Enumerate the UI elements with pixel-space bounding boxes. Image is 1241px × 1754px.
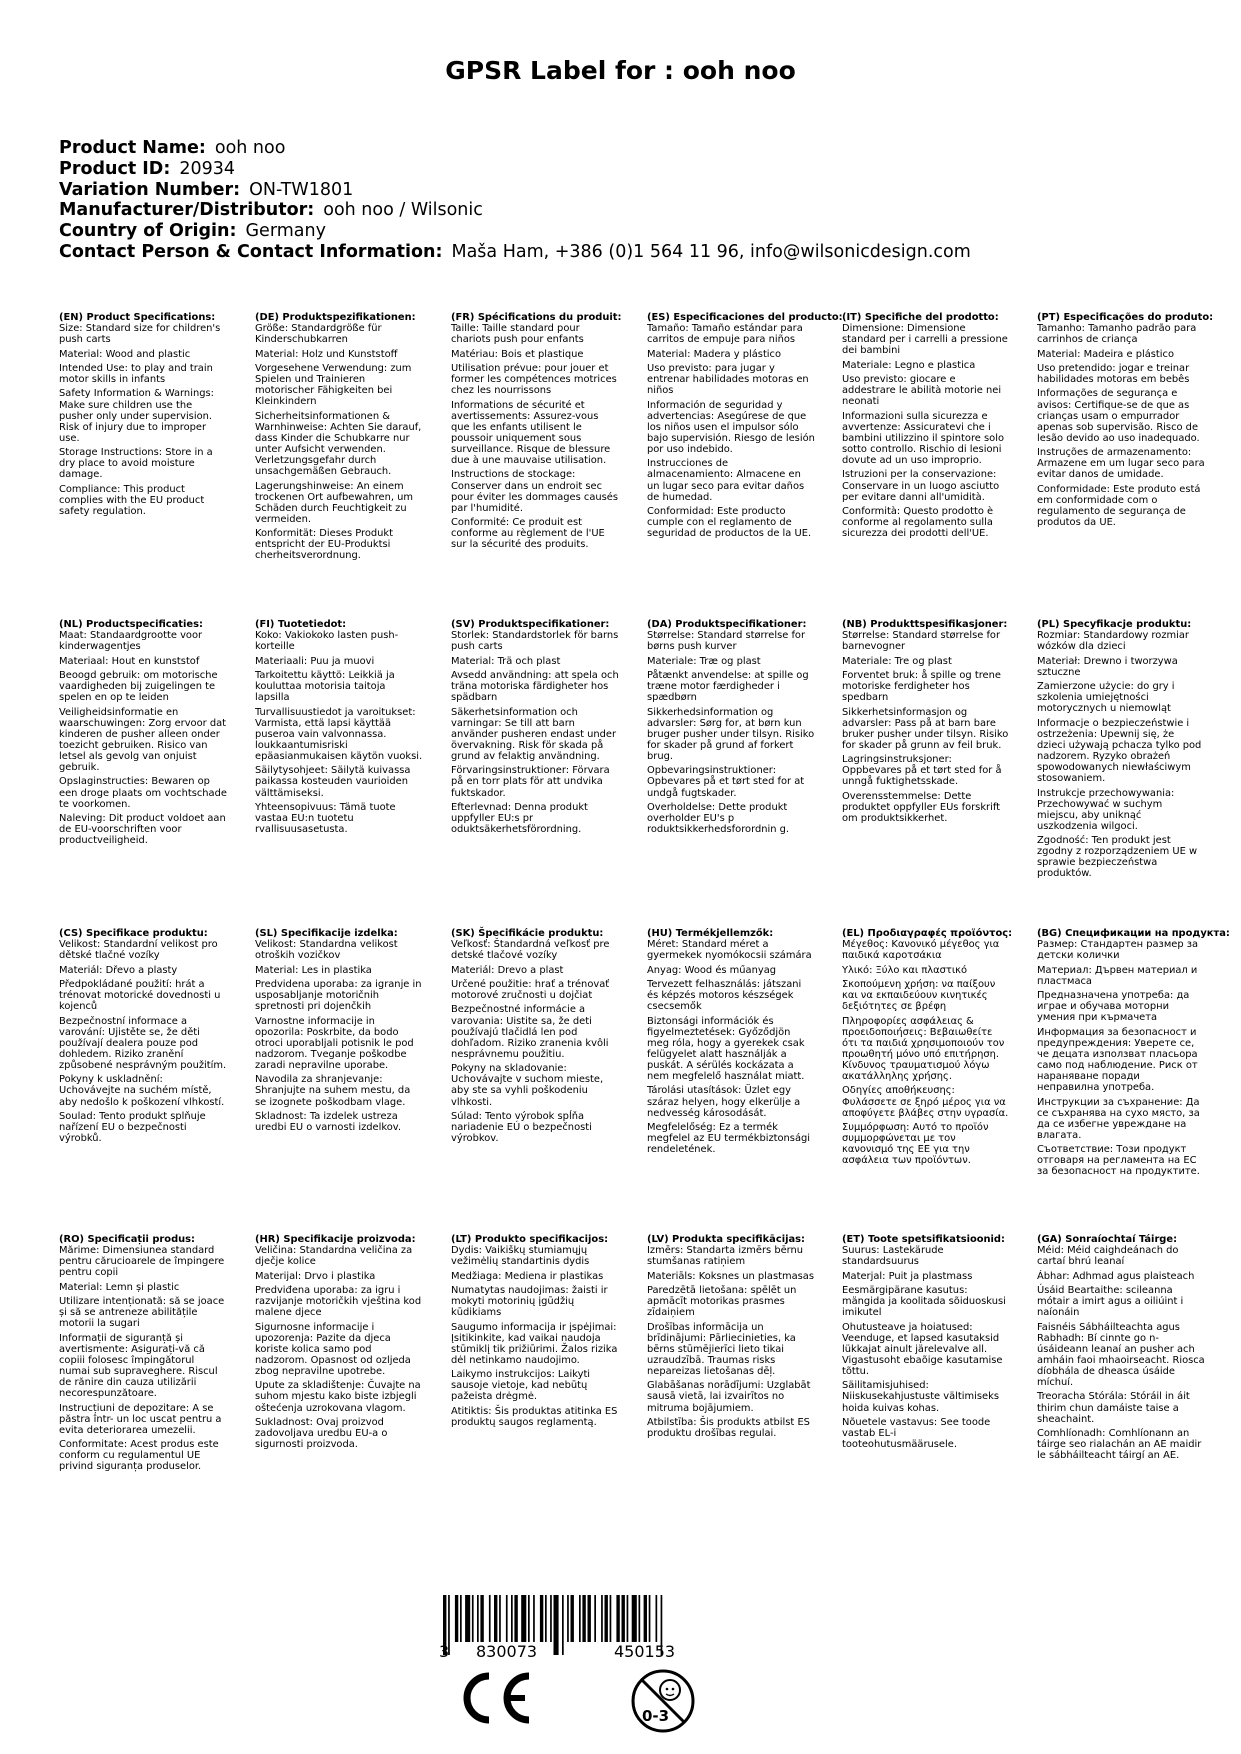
spec-text: Matériau: Bois et plastique: [451, 348, 584, 360]
spec-text: Uso pretendido: jogar e treinar habilidades motoras em bebês: [1037, 362, 1190, 386]
barcode-bar: [639, 1595, 641, 1642]
info-row: [59, 180, 971, 201]
spec-text: Tárolási utasítások: Üzlet egy száraz helyen, hogy elkerülje a nedvesség károsodását.: [647, 1085, 801, 1119]
barcode-bar: [521, 1595, 526, 1642]
spec-text: Säilitamisjuhised: Niiskusekahjustuste vältimiseks hoida kuivas kohas.: [842, 1380, 999, 1414]
spec-text: Vorgesehene Verwendung: zum Spielen und Trainieren motorischer Fähigkeiten bei Kleinkindern: [255, 362, 412, 408]
spec-heading: (SV) Produktspecifikationer:: [451, 619, 610, 630]
spec-block: [59, 928, 227, 1147]
spec-text: Материал: Дървен материал и пластмаса: [1037, 964, 1198, 987]
spec-text: Conformidade: Este produto está em conformidade com o regulamento de segurança de produtos da UE.: [1037, 483, 1201, 529]
info-label: Product Name:: [59, 138, 206, 158]
spec-heading: (EL) Προδιαγραφές προϊόντος:: [842, 928, 1013, 939]
spec-text: Utilisation prévue: pour jouer et former les compétences motrices chez les nourrissons: [451, 362, 617, 397]
spec-text: Treoracha Stórála: Stóráil in áit thirim chun damáiste taise a sheachaint.: [1037, 1391, 1190, 1425]
spec-text: Varnostne informacije in opozorila: Poskrbite, da bodo otroci uporabljali potisnik le pod nadzorom. Tveganje poškodbe zaradi nepravilne uporabe.: [255, 1015, 414, 1071]
spec-text: Sigurnosne informacije i upozorenja: Pazite da djeca koriste kolica samo pod nadzorom. Opasnost od ozljeda zbog nepravilne upotrebe.: [255, 1321, 411, 1377]
spec-text: Tarkoitettu käyttö: Leikkiä ja kouluttaa motorisia taitoja lapsilla: [255, 669, 395, 704]
spec-text: Materiál: Dřevo a plasty: [59, 964, 178, 976]
spec-block: [842, 928, 1013, 1170]
barcode-bar: [455, 1595, 458, 1642]
spec-text: Material: Trä och plast: [451, 655, 561, 667]
barcode-bar: [582, 1595, 585, 1642]
spec-text: Съответствие: Този продукт отговаря на регламента на ЕС за безопасност на продуктите.: [1037, 1144, 1200, 1178]
spec-text: Materiale: Legno e plastica: [842, 359, 976, 371]
spec-text: Suurus: Lastekärude standardsuurus: [842, 1245, 944, 1268]
barcode-bar: [511, 1595, 513, 1642]
spec-heading: (IT) Specifiche del prodotto:: [842, 312, 999, 323]
spec-text: Tamanho: Tamanho padrão para carrinhos de criança: [1037, 323, 1197, 346]
spec-text: Navodila za shranjevanje: Shranjujte na suhem mestu, da se izognete poškodbam vlage.: [255, 1074, 411, 1108]
spec-text: Sikkerhedsinformation og advarsler: Sørg for, at børn kun bruger pusher under tilsyn. Risiko for skader på grund af forkert brug.: [647, 706, 815, 762]
spec-text: Veličina: Standardna veličina za dječje kolice: [255, 1245, 413, 1268]
spec-text: Efterlevnad: Denna produkt uppfyller EU:s pr oduktsäkerhetsförordning.: [451, 801, 588, 836]
barcode-bar: [649, 1595, 651, 1642]
spec-heading: (RO) Specificații produs:: [59, 1234, 195, 1245]
barcode-digit-first: 3: [439, 1642, 450, 1661]
barcode-bar: [601, 1595, 603, 1642]
barcode-bar: [588, 1595, 591, 1642]
spec-text: Overholdelse: Dette produkt overholder EU's p roduktsikkerhedsforordnin g.: [647, 801, 790, 836]
spec-heading: (ET) Toote spetsifikatsioonid:: [842, 1234, 1005, 1245]
barcode-bar: [656, 1595, 658, 1642]
spec-text: Размер: Стандартен размер за детски колички: [1037, 939, 1199, 962]
spec-block: [255, 619, 423, 838]
spec-text: Ábhar: Adhmad agus plaisteach: [1037, 1270, 1195, 1282]
spec-text: Informazioni sulla sicurezza e avvertenze: Assicuratevi che i bambini utilizzino il spintore solo sotto controllo. Rischio di lesioni dovute ad un uso improprio.: [842, 410, 1004, 467]
info-row: [59, 221, 971, 242]
barcode-bar: [540, 1595, 543, 1642]
page-title: GPSR Label for : ooh noo: [445, 56, 796, 85]
spec-text: Material: Wood and plastic: [59, 348, 191, 360]
spec-text: Material: Lemn și plastic: [59, 1281, 180, 1293]
spec-text: Οδηγίες αποθήκευσης: Φυλάσσετε σε ξηρό μέρος για να αποφύγετε βλάβες στην υγρασία.: [842, 1085, 1009, 1119]
spec-text: Anyag: Wood és műanyag: [647, 964, 777, 976]
spec-block: [255, 1234, 423, 1453]
spec-text: Maat: Standaardgrootte voor kinderwagentjes: [59, 630, 203, 653]
product-info: [59, 138, 971, 263]
spec-text: Utilizare intenționată: să se joace și să se antreneze abilitățile motorii la sugari: [59, 1296, 225, 1330]
info-value: ooh noo: [214, 138, 286, 158]
spec-text: Safety Information & Warnings: Make sure children use the pusher only under supervision. Risk of injury due to improper use.: [59, 388, 214, 444]
info-value: Germany: [245, 221, 326, 242]
spec-text: Velikost: Standardní velikost pro dětské tlačné vozíky: [59, 939, 218, 962]
spec-text: Koko: Vakiokoko lasten push-korteille: [255, 630, 399, 653]
spec-block: [1037, 312, 1214, 531]
barcode-bar: [528, 1595, 530, 1642]
spec-text: Zamierzone użycie: do gry i szkolenia umiejętności motorycznych u niemowląt: [1037, 681, 1175, 715]
spec-text: Opbevaringsinstruktioner: Opbevares på et tørt sted for at undgå fugtskader.: [647, 765, 805, 799]
barcode-bar: [610, 1595, 612, 1642]
spec-text: Compliance: This product complies with the EU product safety regulation.: [59, 483, 205, 517]
barcode-bar: [545, 1595, 547, 1642]
spec-text: Určené použitie: hrať a trénovať motorové zručnosti u dojčiat: [451, 978, 610, 1002]
spec-text: Säkerhetsinformation och varningar: Se till att barn använder pusheren endast under övervakning. Risk för skada på grund av felaktig användning.: [451, 706, 617, 762]
spec-text: Size: Standard size for children's push carts: [59, 323, 221, 346]
barcode-bar: [472, 1595, 474, 1642]
spec-heading: (GA) Sonraíochtaí Táirge:: [1037, 1234, 1178, 1245]
spec-text: Materiāls: Koksnes un plastmasas: [647, 1270, 814, 1282]
spec-text: Säilytysohjeet: Säilytä kuivassa paikassa kosteuden vaurioiden välttämiseksi.: [255, 765, 411, 799]
spec-text: Μέγεθος: Κανονικό μέγεθος για παιδικά καροτσάκια: [842, 939, 1000, 962]
spec-text: Υλικό: Ξύλο και πλαστικό: [842, 964, 968, 976]
spec-block: [1037, 1234, 1205, 1465]
spec-heading: (FI) Tuotetiedot:: [255, 619, 347, 630]
spec-heading: (SK) Špecifikácie produktu:: [451, 928, 604, 939]
spec-text: Informações de segurança e avisos: Certifique-se de que as crianças usam o empurrador apenas sob supervisão. Risco de lesão devido ao uso inadequado.: [1037, 388, 1200, 444]
spec-block: [451, 312, 622, 554]
spec-text: Overensstemmelse: Dette produktet oppfyller EUs forskrift om produktsikkerhet.: [842, 790, 1001, 824]
barcode-bar: [644, 1595, 647, 1642]
spec-text: Информация за безопасност и предупреждения: Уверете се, че децата използват пласьора само под наблюдение. Риск от нараняване поради неправилна употреба.: [1037, 1026, 1198, 1094]
barcode-bar: [605, 1595, 608, 1642]
spec-text: Σκοπούμενη χρήση: να παίξουν και να εκπαιδεύουν κινητικές δεξιότητες σε βρέφη: [842, 978, 996, 1013]
spec-text: Istruzioni per la conservazione: Conservare in un luogo asciutto per evitare danni all'umidità.: [842, 469, 1000, 503]
spec-heading: (DE) Produktspezifikationen:: [255, 312, 416, 323]
spec-text: Förvaringsinstruktioner: Förvara på en torr plats för att undvika fuktskador.: [451, 765, 610, 799]
spec-text: Eesmärgipärane kasutus: mängida ja koolitada sõiduoskusi imikutel: [842, 1284, 1006, 1319]
spec-text: Ohutusteave ja hoiatused: Veenduge, et lapsed kasutaksid lükkajat ainult järelevalve all. Vigastusoht ebaõige kasutamise tõttu.: [842, 1321, 1003, 1377]
spec-text: Materiaal: Hout en kunststof: [59, 655, 200, 667]
spec-text: Skladnost: Ta izdelek ustreza uredbi EU o varnosti izdelkov.: [255, 1110, 402, 1133]
spec-text: Veiligheidsinformatie en waarschuwingen: Zorg ervoor dat kinderen de pusher alleen onder toezicht gebruiken. Risico van letsel als gevolg van onjuist gebruik.: [59, 706, 227, 774]
spec-text: Méret: Standard méret a gyermekek nyomókocsii számára: [647, 939, 812, 962]
spec-text: Méid: Méid caighdeánach do cartaí bhrú leanaí: [1037, 1245, 1179, 1268]
barcode-bar: [627, 1595, 629, 1642]
info-label: Manufacturer/Distributor:: [59, 200, 315, 221]
barcode-bar: [477, 1595, 479, 1642]
barcode-bar: [616, 1595, 619, 1642]
spec-block: [647, 619, 815, 838]
spec-text: Material: Les in plastika: [255, 964, 372, 976]
spec-text: Instruções de armazenamento: Armazene em um lugar seco para evitar danos de umidade.: [1037, 447, 1205, 481]
info-label: Contact Person & Contact Information:: [59, 241, 443, 262]
spec-block: [647, 1234, 815, 1442]
spec-block: [451, 1234, 619, 1431]
barcode-bar: [567, 1595, 569, 1642]
spec-text: Materiaali: Puu ja muovi: [255, 655, 375, 667]
spec-text: Instrucțiuni de depozitare: A se păstra într- un loc uscat pentru a evita deteriorarea umezelii.: [59, 1402, 222, 1436]
spec-heading: (FR) Spécifications du produit:: [451, 312, 622, 323]
info-row: [59, 138, 971, 159]
spec-text: Informații de siguranță și avertismente: Asigurați-vă că copiii folosesc împingătorul numai sub supraveghere. Riscul de rănire din cauza utilizării necorespunzătoare.: [59, 1332, 218, 1400]
barcode-bar: [554, 1595, 559, 1655]
spec-text: Dimensione: Dimensione standard per i carrelli a pressione dei bambini: [842, 323, 1008, 357]
barcode-bar: [632, 1595, 637, 1642]
spec-block: [1037, 928, 1230, 1181]
barcode-bar: [460, 1595, 462, 1642]
spec-heading: (ES) Especificaciones del producto:: [647, 312, 843, 323]
spec-text: Sicherheitsinformationen & Warnhinweise: Achten Sie darauf, dass Kinder die Schubkarre nur unter Aufsicht verwenden. Verletzungsgefahr durch unsachgemäßen Gebrauch.: [255, 410, 422, 478]
spec-text: Lagerungshinweise: An einem trockenen Ort aufbewahren, um Schäden durch Feuchtigkeit zu vermeiden.: [255, 480, 414, 525]
spec-text: Größe: Standardgröße für Kinderschubkarren: [255, 323, 382, 346]
spec-text: Conformité: Ce produit est conforme au règlement de l'UE sur la sécurité des produits.: [451, 517, 605, 551]
spec-text: Conformitate: Acest produs este conform cu regulamentul UE privind siguranța produselor.: [59, 1439, 219, 1473]
spec-heading: (CS) Specifikace produktu:: [59, 928, 208, 939]
spec-text: Nõuetele vastavus: See toode vastab EL-i tooteohutusmäärusele.: [842, 1416, 991, 1451]
spec-heading: (HR) Specifikacije proizvoda:: [255, 1234, 416, 1245]
specifications-grid: [59, 312, 1241, 1542]
spec-text: Material: Madeira e plástico: [1037, 348, 1175, 360]
spec-text: Numatytas naudojimas: žaisti ir mokyti motorinių įgūdžių kūdikiams: [451, 1284, 608, 1319]
spec-heading: (EN) Product Specifications:: [59, 312, 216, 323]
spec-text: Storlek: Standardstorlek för barns push carts: [451, 630, 619, 653]
spec-text: Dydis: Vaikiškų stumiamųjų vežimėlių standartinis dydis: [451, 1245, 590, 1268]
barcode-bar: [579, 1595, 581, 1642]
barcode-bar: [514, 1595, 517, 1642]
spec-text: Paredzētā lietošana: spēlēt un apmācīt motorikas prasmes zīdaiņiem: [647, 1284, 797, 1319]
svg-text:0-3: 0-3: [642, 1707, 670, 1725]
spec-text: Comhlíonadh: Comhlíonann an táirge seo rialachán an AE maidir le sábháilteacht táirgí an AE.: [1037, 1427, 1202, 1462]
spec-text: Materiale: Tre og plast: [842, 655, 952, 667]
spec-block: [451, 619, 619, 838]
spec-heading: (LT) Produkto specifikacijos:: [451, 1234, 609, 1245]
spec-text: Materiale: Træ og plast: [647, 655, 761, 667]
spec-text: Mărime: Dimensiunea standard pentru cărucioarele de împingere pentru copii: [59, 1245, 225, 1279]
info-value: ooh noo / Wilsonic: [323, 200, 483, 221]
spec-text: Conformità: Questo prodotto è conforme al regolamento sulla sicurezza dei prodotti dell'UE.: [842, 505, 994, 540]
spec-block: [255, 928, 423, 1136]
spec-text: Opslaginstructies: Bewaren op een droge plaats om vochtschade te voorkomen.: [59, 776, 227, 810]
spec-text: Sukladnost: Ovaj proizvod zadovoljava uredbu EU-a o sigurnosti proizvoda.: [255, 1416, 388, 1451]
spec-block: [842, 1234, 1010, 1453]
spec-text: Conformidad: Este producto cumple con el reglamento de seguridad de productos de la UE.: [647, 505, 812, 540]
info-label: Country of Origin:: [59, 221, 237, 242]
barcode-bar: [571, 1595, 574, 1642]
spec-text: Συμμόρφωση: Αυτό το προϊόν συμμορφώνεται με τον κανονισμό της ΕΕ για την ασφάλεια των προϊόντων.: [842, 1121, 989, 1167]
spec-text: Upute za skladištenje: Čuvajte na suhom mjestu kako biste izbjegli oštećenja uzrokovana vlagom.: [255, 1380, 421, 1414]
spec-text: Izmērs: Standarta izmērs bērnu stumšanas ratiņiem: [647, 1245, 804, 1268]
spec-block: [647, 312, 843, 543]
spec-text: Pokyny k uskladnění: Uchovávejte na suchém místě, aby nedošlo k poškození vlhkostí.: [59, 1074, 225, 1108]
info-label: Variation Number:: [59, 179, 241, 200]
spec-heading: (HU) Termékjellemzők:: [647, 928, 774, 939]
spec-text: Инструкции за съхранение: Да се съхранява на сухо място, за да се избегне увреждане на влагата.: [1037, 1096, 1200, 1141]
spec-text: Medžiaga: Mediena ir plastikas: [451, 1270, 604, 1282]
spec-text: Uso previsto: giocare e addestrare le abilità motorie nei neonati: [842, 374, 1002, 408]
barcode-digits-right: 450153: [614, 1642, 676, 1661]
spec-text: Turvallisuustiedot ja varoitukset: Varmista, että lapsi käyttää puseroa vain valvonnassa. loukkaantumisriski epäasianmukaisen käytön vuoksi.: [255, 706, 423, 762]
spec-text: Zgodność: Ten produkt jest zgodny z rozporządzeniem UE w sprawie bezpieczeństwa produktów.: [1037, 835, 1198, 880]
spec-text: Предназначена употреба: да играе и обучава моторни умения при кърмачета: [1037, 990, 1190, 1024]
spec-text: Soulad: Tento produkt splňuje nařízení EU o bezpečnosti výrobků.: [59, 1110, 206, 1145]
spec-text: Instrukcje przechowywania: Przechowywać w suchym miejscu, aby uniknąć uszkodzenia wilgoci.: [1037, 787, 1175, 832]
spec-text: Biztonsági információk és figyelmeztetések: Győződjön meg róla, hogy a gyerekek csak felügyelet alatt használják a puskát. A sérülés kockázata a nem megfelelő használat miatt.: [647, 1015, 805, 1083]
info-label: Product ID:: [59, 158, 171, 179]
info-value[interactable]: Maša Ham, +386 (0)1 564 11 96, info@wilsonicdesign.com: [451, 241, 971, 262]
spec-block: [59, 312, 227, 520]
spec-text: Instructions de stockage: Conserver dans un endroit sec pour éviter les dommages causés par l'humidité.: [451, 469, 619, 514]
spec-text: Rozmiar: Standardowy rozmiar wózków dla dzieci: [1037, 630, 1189, 653]
spec-text: Predviđena uporaba: za igru i razvijanje motoričkih vještina kod malene djece: [255, 1284, 422, 1319]
barcode-bar: [489, 1595, 491, 1642]
spec-text: Pokyny na skladovanie: Uchovávajte v suchom mieste, aby ste sa vyhli poškodeniu vlhkosti.: [451, 1063, 604, 1108]
barcode-bar: [465, 1595, 470, 1642]
info-row: [59, 242, 971, 263]
spec-text: Beoogd gebruik: om motorische vaardigheden bij zuigelingen te spelen en op te leiden: [59, 669, 218, 704]
spec-text: Πληροφορίες ασφάλειας & προειδοποιήσεις: Βεβαιωθείτε ότι τα παιδιά χρησιμοποιούν τον προωθητή μόνο υπό επιτήρηση. Κίνδυνος τραυματισμού λόγω ακατάλληλης χρήσης.: [842, 1015, 1005, 1083]
barcode-bar: [594, 1595, 596, 1642]
spec-heading: (NB) Produkttspesifikasjoner:: [842, 619, 1008, 630]
spec-block: [451, 928, 619, 1147]
spec-text: Påtænkt anvendelse: at spille og træne motor færdigheder i spædbørn: [647, 669, 809, 704]
barcode-bar: [562, 1595, 564, 1655]
spec-text: Glabāšanas norādījumi: Uzglabāt sausā vietā, lai izvairītos no mitruma bojājumiem.: [647, 1380, 811, 1414]
spec-text: Materjal: Puit ja plastmass: [842, 1270, 973, 1282]
spec-text: Informations de sécurité et avertissements: Assurez-vous que les enfants utilisent le poussoir uniquement sous surveillance. Risque de blessure due à une mauvaise utilisation.: [451, 399, 611, 467]
spec-heading: (SL) Specifikacije izdelka:: [255, 928, 398, 939]
spec-text: Størrelse: Standard størrelse for barnevogner: [842, 630, 1001, 653]
ce-mark-icon: [455, 1668, 535, 1728]
spec-text: Materiál: Drevo a plast: [451, 964, 564, 976]
spec-text: Atbilstība: Šis produkts atbilst ES produktu drošības regulai.: [647, 1416, 810, 1439]
info-value: ON-TW1801: [249, 179, 354, 200]
barcode-bar: [499, 1595, 501, 1642]
barcode-bar: [550, 1595, 552, 1642]
spec-text: Material: Holz und Kunststoff: [255, 348, 398, 360]
spec-heading: (PL) Specyfikacje produktu:: [1037, 619, 1192, 630]
spec-heading: (NL) Productspecificaties:: [59, 619, 203, 630]
spec-heading: (PT) Especificações do produto:: [1037, 312, 1214, 323]
spec-block: [59, 619, 227, 850]
spec-text: Uso previsto: para jugar y entrenar habilidades motoras en niños: [647, 362, 809, 397]
spec-text: Veľkosť: Štandardná veľkosť pre detské tlačové vozíky: [451, 939, 610, 962]
spec-block: [842, 312, 1010, 543]
spec-text: Taille: Taille standard pour chariots push pour enfants: [451, 323, 584, 346]
spec-text: Naleving: Dit product voldoet aan de EU-voorschriften voor productveiligheid.: [59, 812, 226, 847]
spec-text: Materijal: Drvo i plastika: [255, 1270, 376, 1282]
barcode-bar: [533, 1595, 535, 1642]
spec-text: Storage Instructions: Store in a dry place to avoid moisture damage.: [59, 447, 213, 481]
age-warning-icon: [630, 1668, 696, 1734]
barcode-digits-left: 830073: [476, 1642, 538, 1661]
spec-text: Velikost: Standardna velikost otroških vozičkov: [255, 939, 398, 962]
spec-text: Intended Use: to play and train motor skills in infants: [59, 362, 213, 386]
spec-text: Megfelelőség: Ez a termék megfelel az EU termékbiztonsági rendeletének.: [647, 1121, 811, 1156]
spec-text: Tamaño: Tamaño estándar para carritos de empuje para niños: [647, 323, 803, 346]
spec-text: Sikkerhetsinformasjon og advarsler: Pass på at barn bare bruker pusher under tilsyn. Risiko for skader på grunn av feil bruk.: [842, 706, 1009, 751]
spec-text: Información de seguridad y advertencias: Asegúrese de que los niños usen el impulsor sólo bajo supervisión. Riesgo de lesión por uso indebido.: [647, 399, 815, 455]
spec-heading: (LV) Produkta specifikācijas:: [647, 1234, 805, 1245]
barcode-bar: [494, 1595, 497, 1642]
spec-text: Tervezett felhasználás: játszani és képzés motoros készségek csecsemők: [647, 978, 802, 1013]
spec-text: Størrelse: Standard størrelse for børns push kurver: [647, 630, 806, 653]
spec-text: Bezpečnostné informácie a varovania: Uistite sa, že deti používajú tlačidlá len pod dohľadom. Riziko zranenia kvôli nesprávnemu použitiu.: [451, 1004, 609, 1060]
spec-text: Predvidena uporaba: za igranje in usposabljanje motoričnih spretnosti pri dojenčkih: [255, 978, 422, 1013]
spec-text: Yhteensopivuus: Tämä tuote vastaa EU:n tuotetu rvallisuusasetusta.: [255, 801, 396, 836]
spec-text: Lagringsinstruksjoner: Oppbevares på et tørt sted for å unngå fuktighetsskade.: [842, 754, 1002, 788]
barcode-bar: [622, 1595, 625, 1642]
spec-text: Material: Madera y plástico: [647, 348, 782, 360]
spec-text: Súlad: Tento výrobok spĺňa nariadenie EÚ o bezpečnosti výrobkov.: [451, 1110, 592, 1145]
spec-text: Avsedd användning: att spela och träna motoriska färdigheter hos spädbarn: [451, 669, 619, 704]
spec-heading: (DA) Produktspecifikationer:: [647, 619, 807, 630]
spec-text: Faisnéis Sábháilteachta agus Rabhadh: Bí cinnte go n-úsáideann leanaí an pusher ach amháin faoi mhaoirseacht. Riosca díobhála de dheasca úsáide míchuí.: [1037, 1321, 1205, 1389]
spec-block: [1037, 619, 1205, 883]
spec-text: Konformität: Dieses Produkt entspricht der EU-Produktsi cherheitsverordnung.: [255, 528, 394, 562]
spec-text: Materiał: Drewno i tworzywa sztuczne: [1037, 655, 1178, 678]
barcode-bar: [506, 1595, 508, 1642]
spec-text: Laikymo instrukcijos: Laikyti sausoje vietoje, kad nebūtų pažeista drėgmė.: [451, 1369, 591, 1403]
spec-heading: (BG) Спецификации на продукта:: [1037, 928, 1230, 939]
spec-block: [59, 1234, 227, 1476]
info-value: 20934: [179, 158, 236, 179]
spec-text: Informacje o bezpieczeństwie i ostrzeżenia: Upewnij się, że dzieci używają pchacza tylko pod nadzorem. Ryzyko obrażeń spowodowanych niewłaściwym stosowaniem.: [1037, 717, 1202, 785]
spec-block: [647, 928, 815, 1159]
spec-text: Forventet bruk: å spille og trene motoriske ferdigheter hos spedbarn: [842, 669, 1001, 704]
spec-block: [842, 619, 1010, 827]
spec-text: Úsáid Beartaithe: scileanna mótair a imirt agus a oiliúint i naíonáin: [1037, 1284, 1184, 1319]
spec-text: Drošības informācija un brīdinājumi: Pārliecinieties, ka bērns stūmējierīci lieto tikai uzraudzībā. Traumas risks nepareizas lietošanas dēļ.: [647, 1321, 796, 1377]
info-row: [59, 200, 971, 221]
barcode-bar: [480, 1595, 483, 1642]
info-row: [59, 159, 971, 180]
spec-text: Předpokládané použití: hrát a trénovat motorické dovednosti u kojenců: [59, 978, 221, 1013]
spec-text: Instrucciones de almacenamiento: Almacene en un lugar seco para evitar daños de humedad.: [647, 458, 805, 503]
spec-text: Saugumo informacija ir įspėjimai: Įsitikinkite, kad vaikai naudoja stūmiklį tik prižiūrimi. Žalos rizika dėl netinkamo naudojimo.: [451, 1321, 618, 1366]
spec-block: [255, 312, 423, 565]
spec-text: Bezpečnostní informace a varování: Ujistěte se, že děti používají dealera pouze pod dohledem. Riziko zranění způsobené nesprávným použitím.: [59, 1015, 227, 1071]
spec-text: Atitiktis: Šis produktas atitinka ES produktų saugos reglamentą.: [451, 1405, 618, 1428]
